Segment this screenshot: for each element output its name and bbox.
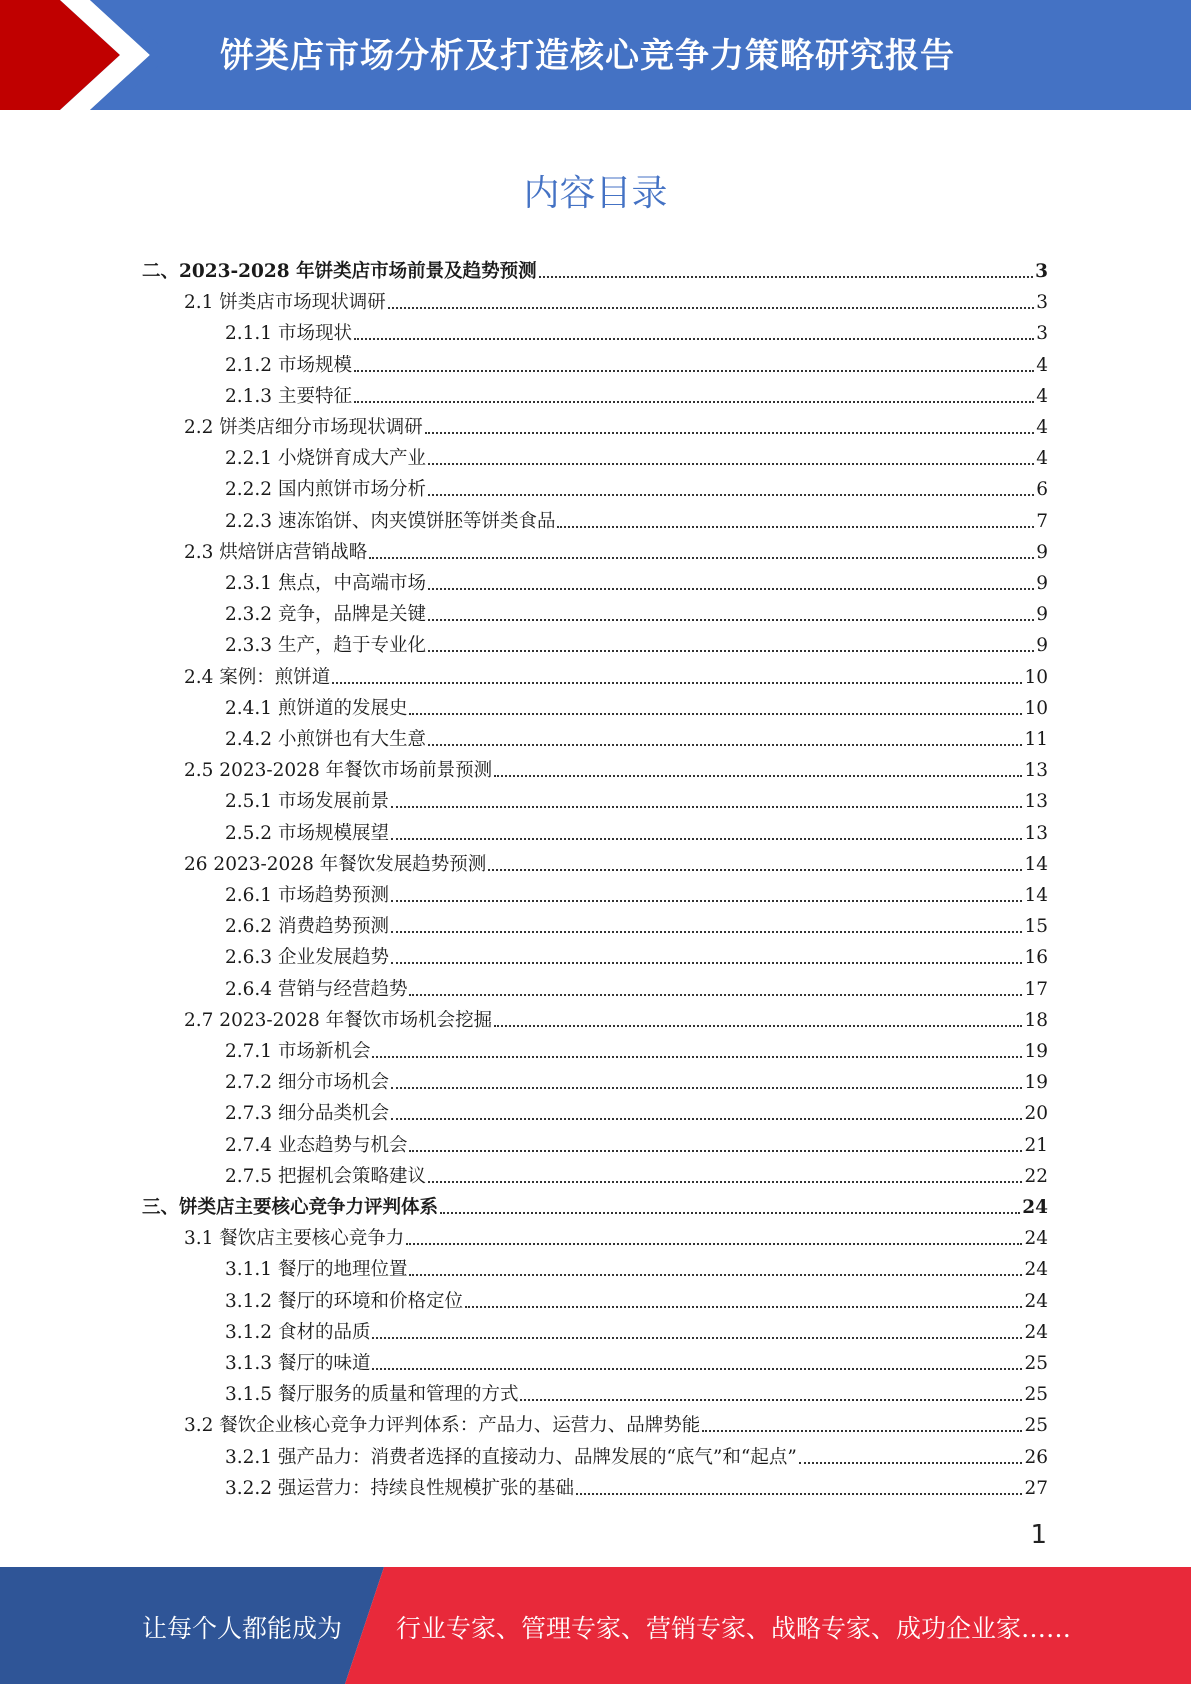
toc-entry-page: 6: [1036, 479, 1048, 501]
toc-dot-leader: [428, 618, 1034, 621]
toc-dot-leader: [494, 774, 1022, 777]
toc-dot-leader: [465, 1305, 1022, 1308]
toc-entry-page: 13: [1024, 822, 1048, 844]
toc-dot-leader: [425, 431, 1034, 434]
toc-entry[interactable]: [225, 377, 1048, 408]
toc-entry-label: 2.2.1 小烧饼育成大产业: [225, 448, 426, 470]
toc-entry-label: 2.6.1 市场趋势预测: [225, 885, 389, 906]
toc-entry-page: 22: [1024, 1165, 1048, 1187]
toc-entry-page: 24: [1024, 1290, 1048, 1312]
toc-entry-page: 18: [1024, 1009, 1048, 1031]
toc-dot-leader: [391, 805, 1022, 808]
toc-dot-leader: [391, 837, 1022, 840]
toc-dot-leader: [391, 899, 1022, 902]
toc-entry-page: 15: [1024, 916, 1048, 938]
toc-dot-leader: [372, 1367, 1022, 1370]
toc-entry-page: 4: [1036, 448, 1048, 470]
toc-entry-label: 2.3.3 生产，趋于专业化: [225, 635, 426, 657]
toc-dot-leader: [372, 1336, 1022, 1339]
toc-entry[interactable]: [225, 814, 1048, 845]
toc-entry[interactable]: [225, 346, 1048, 377]
toc-entry-page: 25: [1024, 1415, 1048, 1437]
toc-entry-label: 3.1.5 餐厅服务的质量和管理的方式: [225, 1384, 519, 1406]
toc-entry-label: 2.5 2023-2028 年餐饮市场前景预测: [184, 760, 493, 782]
toc-entry-page: 20: [1024, 1103, 1048, 1125]
toc-entry[interactable]: [184, 283, 1048, 314]
toc-entry-page: 25: [1024, 1353, 1048, 1374]
toc-dot-leader: [369, 556, 1034, 559]
toc-entry-page: 24: [1024, 1321, 1048, 1343]
toc-entry-page: 10: [1024, 666, 1048, 688]
toc-entry[interactable]: [225, 720, 1048, 751]
toc-entry-label: 2.1.3 主要特征: [225, 385, 352, 407]
toc-entry-label: 2.4.2 小煎饼也有大生意: [225, 729, 426, 750]
toc-entry-page: 24: [1024, 1259, 1048, 1281]
toc-entry-label: 2.2 饼类店细分市场现状调研: [184, 417, 423, 438]
toc-entry-page: 4: [1036, 354, 1048, 376]
toc-dot-leader: [428, 743, 1022, 746]
toc-entry[interactable]: [184, 1406, 1048, 1437]
toc-entry[interactable]: [225, 938, 1048, 969]
toc-entry[interactable]: [184, 533, 1048, 564]
toc-entry[interactable]: [225, 907, 1048, 938]
toc-dot-leader: [354, 369, 1034, 372]
toc-entry[interactable]: [225, 1032, 1048, 1063]
toc-entry-label: 2.2.2 国内煎饼市场分析: [225, 479, 426, 501]
toc-entry-page: 7: [1036, 510, 1048, 532]
toc-dot-leader: [702, 1429, 1022, 1432]
toc-entry[interactable]: [225, 502, 1048, 533]
toc-entry[interactable]: [225, 1126, 1048, 1157]
toc-entry-label: 2.7.1 市场新机会: [225, 1041, 371, 1062]
toc-entry[interactable]: [184, 1219, 1048, 1250]
toc-entry-label: 2.3 烘焙饼店营销战略: [184, 541, 368, 563]
toc-entry-label: 3.1 餐饮店主要核心竞争力: [184, 1228, 405, 1250]
toc-entry-page: 25: [1024, 1384, 1048, 1406]
toc-dot-leader: [372, 1055, 1022, 1058]
toc-dot-leader: [428, 493, 1034, 496]
toc-entry-label: 3.1.3 餐厅的味道: [225, 1353, 371, 1374]
toc-entry[interactable]: [184, 845, 1048, 876]
toc-dot-leader: [354, 337, 1034, 340]
toc-entry[interactable]: [225, 1438, 1048, 1469]
toc-entry-page: 24: [1024, 1228, 1048, 1250]
footer-slogan-right: 行业专家、管理专家、营销专家、战略专家、成功企业家……: [396, 1614, 1072, 1643]
toc-entry[interactable]: [225, 1344, 1048, 1375]
toc-entry[interactable]: [225, 1094, 1048, 1125]
page-number: 1: [1030, 1520, 1047, 1550]
footer-banner: [0, 1567, 1191, 1684]
toc-entry-label: 2.5.1 市场发展前景: [225, 791, 389, 813]
toc-entry-page: 4: [1036, 385, 1048, 407]
toc-entry-page: 9: [1036, 573, 1048, 594]
toc-entry-label: 2.7.4 业态趋势与机会: [225, 1134, 408, 1156]
toc-entry[interactable]: [225, 1282, 1048, 1313]
toc-entry[interactable]: [225, 470, 1048, 501]
toc-dot-leader: [557, 525, 1034, 528]
toc-entry-label: 2.7.3 细分品类机会: [225, 1103, 389, 1125]
toc-entry[interactable]: [225, 314, 1048, 345]
toc-entry-label: 2.3.1 焦点，中高端市场: [225, 573, 426, 594]
toc-dot-leader: [576, 1492, 1022, 1495]
toc-entry-label: 2.5.2 市场规模展望: [225, 822, 389, 844]
toc-entry-label: 2.4 案例：煎饼道: [184, 666, 331, 688]
header-banner: [0, 0, 1191, 110]
toc-dot-leader: [488, 868, 1022, 871]
toc-dot-leader: [799, 1461, 1023, 1464]
toc-entry[interactable]: [225, 1063, 1048, 1094]
toc-entry-page: 4: [1036, 417, 1048, 438]
toc-entry[interactable]: [225, 1469, 1048, 1500]
toc-entry-page: 24: [1022, 1197, 1048, 1218]
toc-entry-page: 17: [1024, 978, 1048, 1000]
toc-entry-page: 14: [1024, 885, 1048, 906]
toc-entry-label: 2.6.2 消费趋势预测: [225, 916, 389, 938]
toc-entry[interactable]: [225, 689, 1048, 720]
toc-entry-label: 2.1.2 市场规模: [225, 354, 352, 376]
toc-entry-page: 19: [1024, 1041, 1048, 1062]
toc-entry[interactable]: [184, 751, 1048, 782]
toc-entry[interactable]: [184, 1001, 1048, 1032]
footer-slogan-left: 让每个人都能成为: [142, 1614, 343, 1643]
toc-dot-leader: [354, 400, 1034, 403]
toc-entry-page: 27: [1024, 1477, 1048, 1499]
toc-dot-leader: [409, 1273, 1022, 1276]
toc-entry-page: 13: [1024, 760, 1048, 782]
toc-entry-page: 14: [1024, 853, 1048, 875]
toc-dot-leader: [428, 587, 1034, 590]
toc-entry-label: 2.6.4 营销与经营趋势: [225, 978, 408, 1000]
toc-entry-page: 3: [1036, 292, 1048, 314]
toc-dot-leader: [409, 1149, 1022, 1152]
toc-entry[interactable]: [225, 1313, 1048, 1344]
toc-entry-label: 二、2023-2028 年饼类店市场前景及趋势预测: [142, 261, 537, 282]
toc-entry-label: 2.7.5 把握机会策略建议: [225, 1165, 426, 1187]
toc-heading: 内容目录: [523, 173, 668, 214]
toc-entry-label: 3.1.1 餐厅的地理位置: [225, 1259, 408, 1281]
toc-dot-leader: [409, 993, 1022, 996]
toc-entry[interactable]: [225, 626, 1048, 657]
toc-entry-page: 10: [1024, 697, 1048, 719]
toc-entry[interactable]: [184, 408, 1048, 439]
toc-dot-leader: [494, 1024, 1022, 1027]
toc-entry-label: 2.1.1 市场现状: [225, 323, 352, 345]
toc-entry-label: 2.2.3 速冻馅饼、肉夹馍饼胚等饼类食品: [225, 510, 556, 532]
toc-entry-page: 9: [1036, 604, 1048, 626]
toc-entry-page: 26: [1024, 1446, 1048, 1468]
toc-dot-leader: [428, 1180, 1022, 1183]
toc-entry-page: 3: [1036, 323, 1048, 345]
toc-dot-leader: [409, 712, 1022, 715]
toc-entry[interactable]: [184, 658, 1048, 689]
toc-entry-label: 2.7 2023-2028 年餐饮市场机会挖掘: [184, 1009, 493, 1031]
toc-entry[interactable]: [225, 439, 1048, 470]
toc-entry-label: 3.1.2 食材的品质: [225, 1321, 371, 1343]
toc-dot-leader: [539, 275, 1034, 278]
toc-entry[interactable]: [225, 876, 1048, 907]
toc-entry[interactable]: [142, 252, 1048, 283]
toc-entry-label: 2.4.1 煎饼道的发展史: [225, 697, 408, 719]
toc-entry-page: 11: [1024, 729, 1048, 750]
toc-dot-leader: [388, 306, 1034, 309]
toc-entry-label: 3.2.2 强运营力：持续良性规模扩张的基础: [225, 1477, 574, 1499]
toc-entry-label: 2.6.3 企业发展趋势: [225, 947, 389, 969]
toc-entry[interactable]: [225, 1250, 1048, 1281]
toc-entry-page: 9: [1036, 635, 1048, 657]
toc-dot-leader: [428, 462, 1034, 465]
toc-entry-label: 26 2023-2028 年餐饮发展趋势预测: [184, 853, 487, 875]
toc-entry[interactable]: [225, 1375, 1048, 1406]
toc-entry-label: 2.1 饼类店市场现状调研: [184, 292, 386, 314]
toc-dot-leader: [332, 681, 1022, 684]
toc-dot-leader: [520, 1398, 1022, 1401]
toc-entry-label: 2.7.2 细分市场机会: [225, 1072, 389, 1094]
toc-dot-leader: [391, 1117, 1022, 1120]
report-title: 饼类店市场分析及打造核心竞争力策略研究报告: [220, 36, 955, 76]
toc-entry[interactable]: [225, 595, 1048, 626]
toc-dot-leader: [391, 1086, 1022, 1089]
toc-entry[interactable]: [225, 970, 1048, 1001]
toc-dot-leader: [440, 1211, 1020, 1214]
toc-entry[interactable]: [225, 782, 1048, 813]
toc-entry-page: 21: [1024, 1134, 1048, 1156]
toc-dot-leader: [391, 961, 1022, 964]
toc-dot-leader: [428, 649, 1034, 652]
toc-entry[interactable]: [142, 1188, 1048, 1219]
toc-entry[interactable]: [225, 1157, 1048, 1188]
toc-entry-label: 三、饼类店主要核心竞争力评判体系: [142, 1197, 439, 1218]
toc-dot-leader: [391, 930, 1022, 933]
toc-entry-label: 3.1.2 餐厅的环境和价格定位: [225, 1290, 463, 1312]
toc-entry-page: 3: [1035, 261, 1048, 282]
toc-dot-leader: [406, 1242, 1022, 1245]
toc-entry-page: 19: [1024, 1072, 1048, 1094]
toc-entry[interactable]: [225, 564, 1048, 595]
toc-entry-page: 9: [1036, 541, 1048, 563]
toc-entry-label: 3.2.1 强产品力：消费者选择的直接动力、品牌发展的“底气”和“起点”: [225, 1446, 797, 1468]
toc-entry-page: 16: [1024, 947, 1048, 969]
toc-entry-label: 3.2 餐饮企业核心竞争力评判体系：产品力、运营力、品牌势能: [184, 1415, 701, 1437]
toc-entry-page: 13: [1024, 791, 1048, 813]
toc-entry-label: 2.3.2 竞争，品牌是关键: [225, 604, 426, 626]
